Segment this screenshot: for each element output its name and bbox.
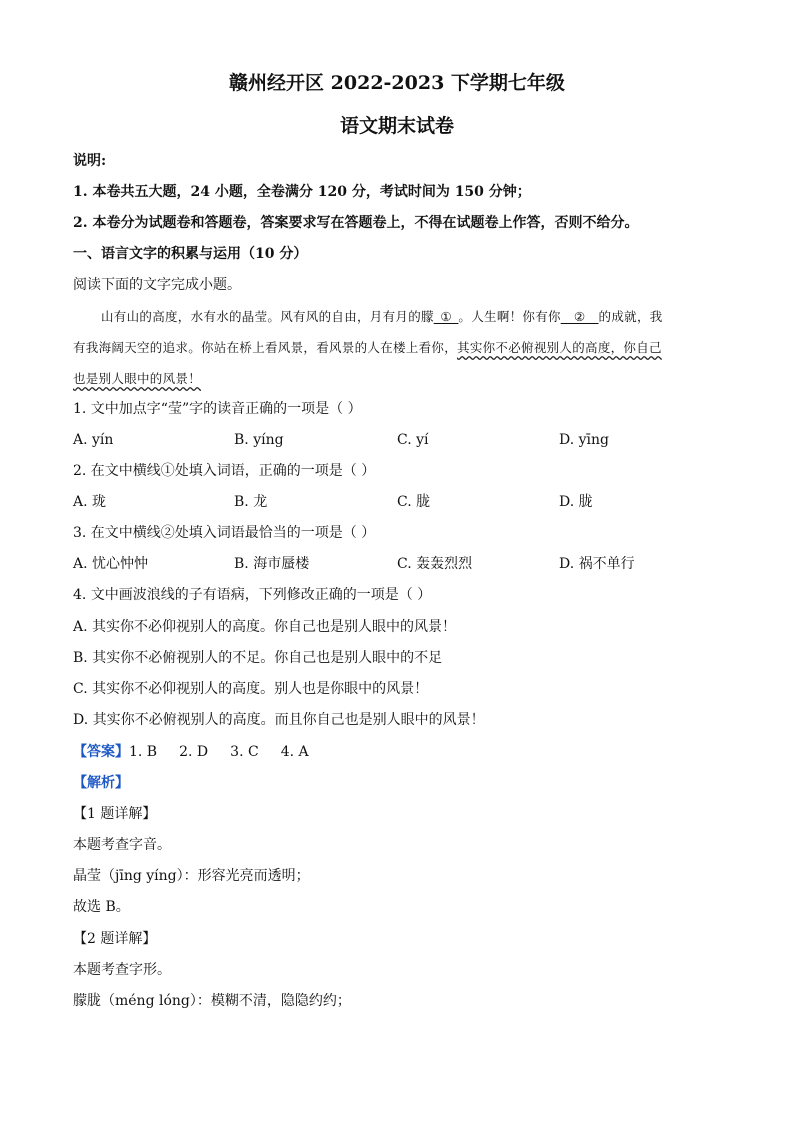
passage-text: 山有山的高度，水有水的晶莹。风有风的自由，月有月的朦 bbox=[101, 309, 434, 324]
notes-line-2: 2. 本卷分为试题卷和答题卷，答案要求写在答题卷上，不得在试题卷上作答，否则不给分。 bbox=[73, 215, 639, 231]
passage-line-3 bbox=[73, 369, 201, 389]
answer-value: 1. B bbox=[129, 744, 158, 760]
question-2-option-c: C. 胧 bbox=[397, 494, 431, 510]
question-3-option-b: B. 海市蜃楼 bbox=[234, 556, 310, 572]
q1-detail-title: 【1 题详解】 bbox=[73, 806, 157, 822]
question-1-option-c: C. yí bbox=[397, 432, 429, 448]
reading-instruction: 阅读下面的文字完成小题。 bbox=[73, 277, 241, 293]
question-2-stem: 2. 在文中横线①处填入词语，正确的一项是（ ） bbox=[73, 463, 376, 479]
passage-text: 的成就，我 bbox=[598, 309, 663, 324]
question-4-option-b: B. 其实你不必俯视别人的不足。你自己也是别人眼中的不足 bbox=[73, 650, 443, 666]
question-1-stem: 1. 文中加点字“莹”字的读音正确的一项是（ ） bbox=[73, 401, 362, 417]
answer-values bbox=[129, 744, 331, 760]
question-3-option-d: D. 祸不单行 bbox=[559, 556, 635, 572]
question-4-option-a: A. 其实你不必仰视别人的高度。你自己也是别人眼中的风景！ bbox=[73, 619, 457, 635]
question-1-option-b: B. yíng bbox=[234, 432, 284, 448]
passage-text: 有我海阔天空的追求。你站在桥上看风景，看风景的人在楼上看你， bbox=[73, 340, 458, 355]
passage-line-2 bbox=[73, 338, 662, 358]
question-3-stem: 3. 在文中横线②处填入词语最恰当的一项是（ ） bbox=[73, 525, 376, 541]
q1-detail-line-1: 本题考查字音。 bbox=[73, 837, 171, 853]
notes-line-1: 1. 本卷共五大题，24 小题，全卷满分 120 分，考试时间为 150 分钟； bbox=[73, 184, 531, 200]
question-1-option-a: A. yín bbox=[73, 432, 114, 448]
wavy-sentence: 其实你不必俯视别人的高度，你自己 bbox=[457, 340, 662, 355]
section-heading: 一、语言文字的积累与运用（10 分） bbox=[73, 246, 308, 262]
answer-value: 3. C bbox=[230, 744, 259, 760]
answer-row bbox=[73, 742, 331, 762]
answer-label: 【答案】 bbox=[73, 744, 129, 760]
answer-value: 2. D bbox=[179, 744, 209, 760]
q1-detail-line-3: 故选 B。 bbox=[73, 899, 130, 915]
question-2-option-a: A. 珑 bbox=[73, 494, 107, 510]
passage-text: 。人生啊！你有你 bbox=[458, 309, 561, 324]
question-4-stem: 4. 文中画波浪线的子有语病，下列修改正确的一项是（ ） bbox=[73, 587, 432, 603]
question-4-option-c: C. 其实你不必仰视别人的高度。别人也是你眼中的风景！ bbox=[73, 681, 429, 697]
passage-line-1 bbox=[101, 307, 663, 327]
notes-label: 说明: bbox=[73, 153, 107, 169]
q2-detail-title: 【2 题详解】 bbox=[73, 931, 157, 947]
question-2-option-b: B. 龙 bbox=[234, 494, 268, 510]
question-4-option-d: D. 其实你不必俯视别人的高度。而且你自己也是别人眼中的风景！ bbox=[73, 712, 485, 728]
question-3-option-a: A. 忧心忡忡 bbox=[73, 556, 149, 572]
question-2-option-d: D. 胧 bbox=[559, 494, 593, 510]
q1-detail-line-2: 晶莹（jīng yíng）：形容光亮而透明； bbox=[73, 868, 310, 884]
wavy-sentence: 也是别人眼中的风景！ bbox=[73, 371, 202, 386]
blank-1: _①_ bbox=[433, 309, 459, 324]
page-title: 赣州经开区 2022-2023 下学期七年级 bbox=[229, 72, 565, 94]
q2-detail-line-2: 朦胧（méng lóng）：模糊不清，隐隐约约； bbox=[73, 993, 351, 1009]
analysis-label: 【解析】 bbox=[73, 775, 129, 791]
question-1-option-d: D. yīng bbox=[559, 432, 609, 448]
page-subtitle: 语文期末试卷 bbox=[339, 115, 454, 137]
blank-2: __②__ bbox=[560, 309, 599, 324]
answer-value: 4. A bbox=[280, 744, 309, 760]
q2-detail-line-1: 本题考查字形。 bbox=[73, 962, 171, 978]
question-3-option-c: C. 轰轰烈烈 bbox=[397, 556, 473, 572]
